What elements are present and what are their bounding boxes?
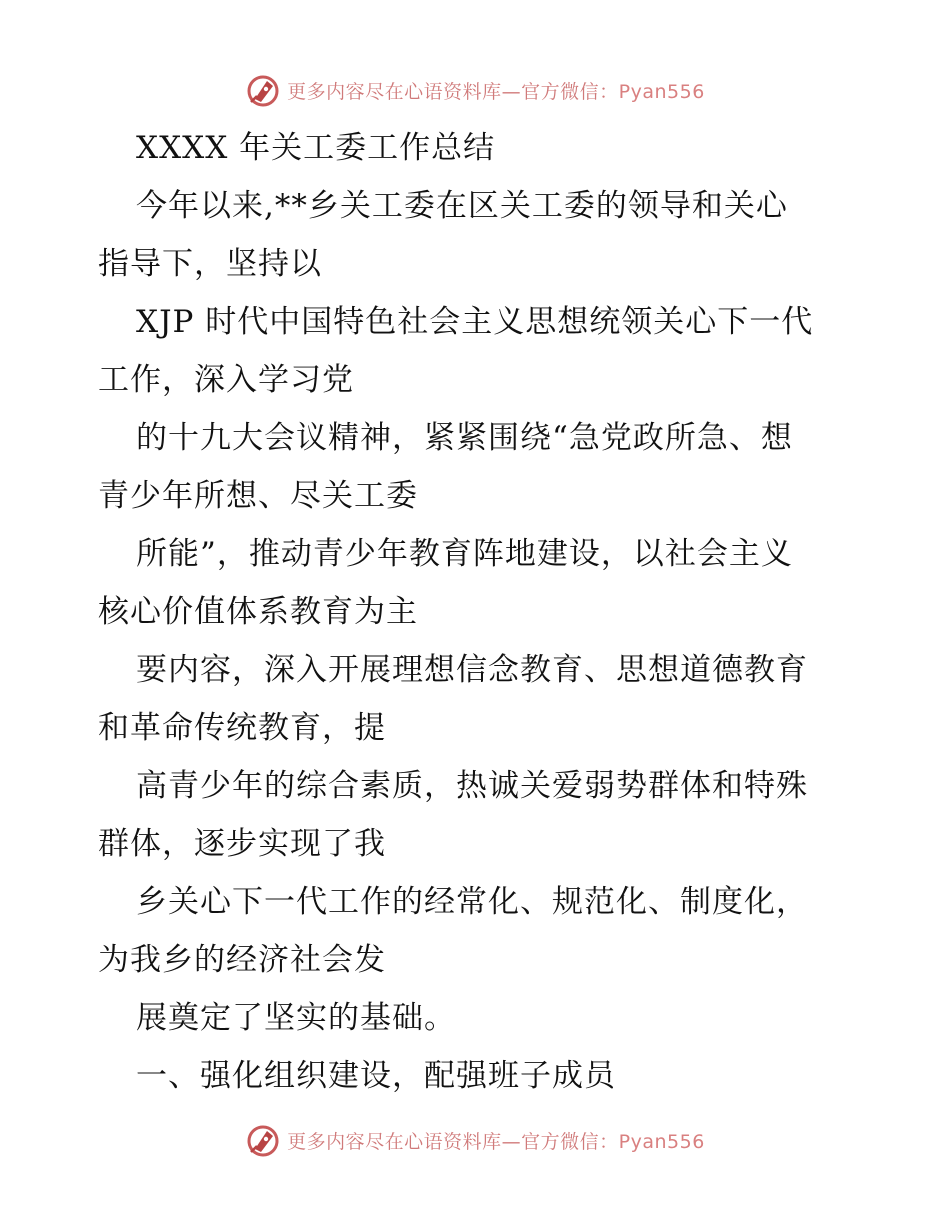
paragraph-line: 为我乡的经济社会发 [98, 942, 386, 978]
pen-nib-circle-icon [245, 1122, 281, 1158]
paragraph-line: 今年以来,**乡关工委在区关工委的领导和关心 [136, 188, 788, 224]
watermark-prefix: 更多内容尽在心语资料库—官方微信： [287, 1130, 619, 1153]
watermark-id: Pyan556 [618, 1130, 705, 1153]
paragraph-line: 要内容，深入开展理想信念教育、思想道德教育 [136, 652, 808, 688]
watermark-text [287, 1127, 705, 1154]
paragraph-line: 所能”，推动青少年教育阵地建设，以社会主义 [136, 536, 793, 572]
document-title: XXXX 年关工委工作总结 [136, 130, 496, 166]
paragraph-line: 乡关心下一代工作的经常化、规范化、制度化， [136, 884, 808, 920]
paragraph-line: 工作，深入学习党 [98, 362, 354, 398]
paragraph-line: 指导下，坚持以 [98, 246, 322, 282]
watermark-footer [0, 1120, 950, 1160]
paragraph-line: 高青少年的综合素质，热诚关爱弱势群体和特殊 [136, 768, 808, 804]
paragraph-line: 青少年所想、尽关工委 [98, 478, 418, 514]
section-heading: 一、强化组织建设，配强班子成员 [136, 1058, 616, 1094]
watermark-text [287, 77, 705, 104]
paragraph-line: 和革命传统教育，提 [98, 710, 386, 746]
watermark-id: Pyan556 [618, 80, 705, 103]
paragraph-line: 群体，逐步实现了我 [98, 826, 386, 862]
paragraph-line: 展奠定了坚实的基础。 [136, 1000, 456, 1036]
watermark-header [0, 70, 950, 110]
pen-nib-circle-icon [245, 72, 281, 108]
paragraph-line: 核心价值体系教育为主 [98, 594, 418, 630]
paragraph-line: 的十九大会议精神，紧紧围绕“急党政所急、想 [136, 420, 793, 456]
paragraph-line: XJP 时代中国特色社会主义思想统领关心下一代 [136, 304, 814, 340]
watermark-prefix: 更多内容尽在心语资料库—官方微信： [287, 80, 619, 103]
